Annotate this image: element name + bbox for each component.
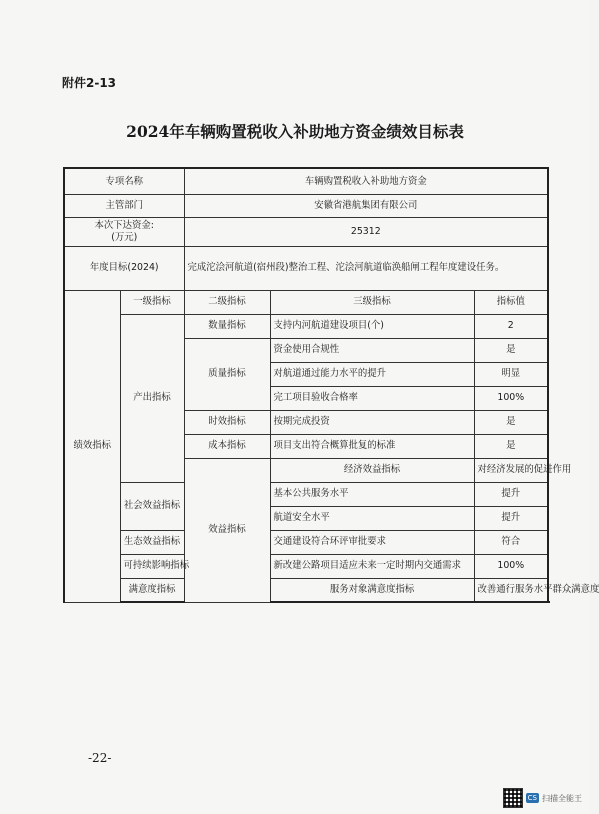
output-level1: 产出指标 <box>120 314 184 482</box>
col-header-value: 指标值 <box>474 290 548 314</box>
social-value-1: 提升 <box>474 482 548 506</box>
quality-level3-3: 完工项目验收合格率 <box>270 386 474 410</box>
ecological-level2: 生态效益指标 <box>120 530 184 554</box>
social-level3-2: 航道安全水平 <box>270 506 474 530</box>
quality-value-3: 100% <box>474 386 548 410</box>
col-header-level2: 二级指标 <box>184 290 270 314</box>
performance-target-table <box>63 167 599 603</box>
project-name-label: 专项名称 <box>64 168 184 194</box>
page-number: -22- <box>88 751 112 765</box>
ecological-value: 符合 <box>474 530 548 554</box>
col-header-level1: 一级指标 <box>120 290 184 314</box>
sustainable-level2: 可持续影响指标 <box>120 554 184 578</box>
quality-value-2: 明显 <box>474 362 548 386</box>
project-name-value: 车辆购置税收入补助地方资金 <box>184 168 548 194</box>
department-value: 安徽省港航集团有限公司 <box>184 194 548 217</box>
quantity-level2: 数量指标 <box>184 314 270 338</box>
qr-code-icon <box>503 788 523 808</box>
social-value-2: 提升 <box>474 506 548 530</box>
timeliness-level3: 按期完成投资 <box>270 410 474 434</box>
quantity-value: 2 <box>474 314 548 338</box>
timeliness-value: 是 <box>474 410 548 434</box>
economic-level2: 经济效益指标 <box>270 458 474 482</box>
economic-level3: 对经济发展的促进作用 <box>474 458 548 482</box>
funds-value: 25312 <box>184 217 548 246</box>
satisfaction-level2: 服务对象满意度指标 <box>270 578 474 602</box>
funds-label <box>64 217 184 246</box>
funds-label-line2: (万元) <box>111 231 138 243</box>
attachment-label: 附件2-13 <box>62 76 117 90</box>
sustainable-level3: 新改建公路项目适应未来一定时期内交通需求 <box>270 554 474 578</box>
sustainable-value: 100% <box>474 554 548 578</box>
department-label: 主管部门 <box>64 194 184 217</box>
quality-level3-2: 对航道通过能力水平的提升 <box>270 362 474 386</box>
social-level2: 社会效益指标 <box>120 482 184 530</box>
funds-label-line1: 本次下达资金: <box>94 220 154 232</box>
quality-level2: 质量指标 <box>184 338 270 410</box>
satisfaction-level1: 满意度指标 <box>120 578 184 602</box>
timeliness-level2: 时效指标 <box>184 410 270 434</box>
indicator-group-label: 绩效指标 <box>64 290 120 602</box>
quality-level3-1: 资金使用合规性 <box>270 338 474 362</box>
benefit-level1: 效益指标 <box>184 458 270 602</box>
page-title: 2024年车辆购置税收入补助地方资金绩效目标表 <box>126 122 464 141</box>
col-header-level3: 三级指标 <box>270 290 474 314</box>
ecological-level3: 交通建设符合环评审批要求 <box>270 530 474 554</box>
quality-value-1: 是 <box>474 338 548 362</box>
cost-level2: 成本指标 <box>184 434 270 458</box>
quantity-level3: 支持内河航道建设项目(个) <box>270 314 474 338</box>
annual-goal-label: 年度目标(2024) <box>64 246 184 290</box>
satisfaction-level3: 改善通行服务水平群众满意度 <box>474 578 548 602</box>
social-level3-1: 基本公共服务水平 <box>270 482 474 506</box>
annual-goal-value: 完成沱浍河航道(宿州段)整治工程、沱浍河航道临涣船闸工程年度建设任务。 <box>184 246 548 290</box>
cost-level3: 项目支出符合概算批复的标准 <box>270 434 474 458</box>
cost-value: 是 <box>474 434 548 458</box>
camscanner-logo-icon: CS <box>527 794 537 802</box>
scanner-watermark <box>503 788 582 808</box>
watermark-text: 扫描全能王 <box>542 793 582 803</box>
